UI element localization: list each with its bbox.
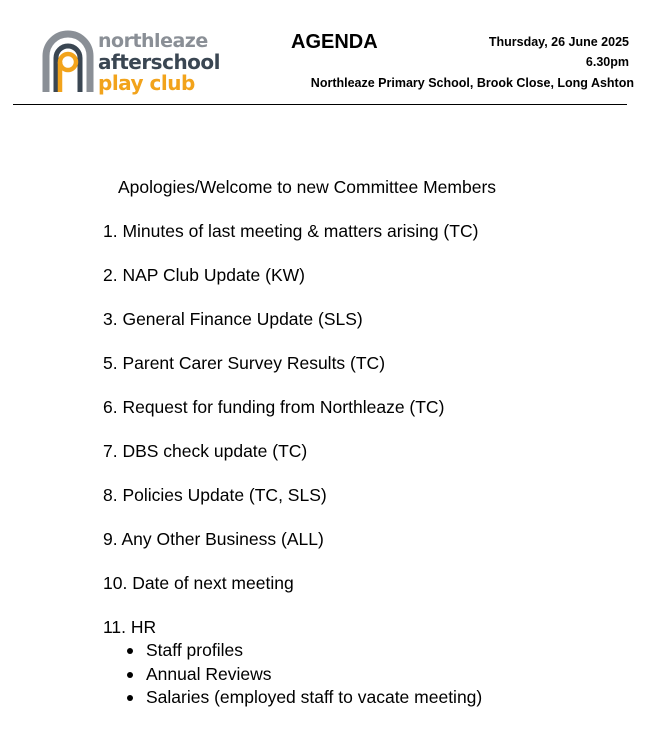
agenda-item-hr <box>103 616 643 710</box>
agenda-item: 1. Minutes of last meeting & matters arising (TC) <box>103 221 479 241</box>
hr-subitems <box>103 639 643 710</box>
agenda-item: 10. Date of next meeting <box>103 573 294 593</box>
club-logo-mark-icon <box>42 30 96 94</box>
agenda-item: 8. Policies Update (TC, SLS) <box>103 485 327 505</box>
agenda-item-hr-label: 11. HR <box>103 617 157 637</box>
list-item <box>103 639 643 663</box>
list-item <box>103 663 643 687</box>
subitem-label: Annual Reviews <box>146 663 272 684</box>
club-logo <box>42 30 232 96</box>
agenda-item: 7. DBS check update (TC) <box>103 441 308 461</box>
logo-text-northleaze: northleaze <box>98 30 208 52</box>
bullet-icon <box>127 695 133 701</box>
header-divider <box>13 104 627 105</box>
list-item <box>103 686 643 710</box>
subitem-label: Staff profiles <box>146 640 243 660</box>
logo-text-afterschool: afterschool <box>98 50 221 74</box>
meeting-venue: Northleaze Primary School, Brook Close, Long Ashton <box>310 76 634 90</box>
agenda-item: 2. NAP Club Update (KW) <box>103 265 305 285</box>
agenda-intro: Apologies/Welcome to new Committee Members <box>118 177 497 197</box>
meeting-date: Thursday, 26 June 2025 <box>488 35 629 49</box>
bullet-icon <box>127 672 133 678</box>
logo-text-play-club: play club <box>98 71 195 95</box>
page-title: AGENDA <box>291 31 378 53</box>
agenda-item: 9. Any Other Business (ALL) <box>103 529 324 549</box>
meeting-time: 6.30pm <box>585 55 629 69</box>
agenda-item: 6. Request for funding from Northleaze (TC) <box>103 397 445 417</box>
bullet-icon <box>127 648 133 654</box>
agenda-item: 5. Parent Carer Survey Results (TC) <box>103 353 386 373</box>
agenda-list <box>103 176 643 710</box>
agenda-item: 3. General Finance Update (SLS) <box>103 309 363 329</box>
subitem-label: Salaries (employed staff to vacate meeting) <box>146 687 483 707</box>
